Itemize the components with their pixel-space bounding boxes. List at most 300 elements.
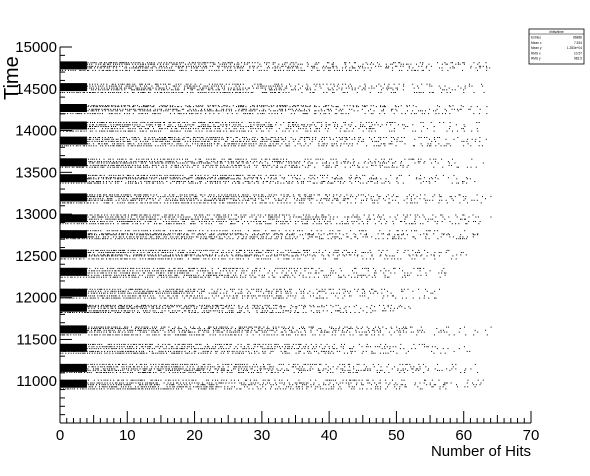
data-point: [346, 113, 347, 114]
data-point: [316, 217, 317, 218]
data-point: [216, 89, 217, 90]
data-point: [297, 67, 298, 68]
data-point: [365, 86, 366, 87]
data-point: [216, 109, 217, 110]
data-point: [185, 181, 186, 182]
data-point: [298, 217, 299, 218]
data-point: [220, 161, 221, 162]
data-point: [479, 66, 480, 67]
data-point: [369, 128, 370, 129]
data-point: [113, 105, 114, 106]
data-point: [96, 175, 97, 176]
data-point: [231, 88, 232, 89]
data-point: [196, 198, 197, 199]
data-point: [417, 70, 418, 71]
data-point: [138, 175, 139, 176]
data-point: [83, 167, 84, 168]
data-point: [72, 92, 73, 93]
data-point: [311, 194, 312, 195]
data-point: [130, 131, 131, 132]
data-point: [186, 66, 187, 67]
data-point: [192, 92, 193, 93]
data-point: [176, 84, 177, 85]
data-point: [279, 128, 280, 129]
data-point: [108, 105, 109, 106]
data-point: [218, 194, 219, 195]
data-point: [196, 110, 197, 111]
data-point: [152, 183, 153, 184]
data-point: [118, 177, 119, 178]
data-point: [375, 163, 376, 164]
data-point: [389, 143, 390, 144]
data-point: [179, 86, 180, 87]
data-point: [155, 109, 156, 110]
data-point: [117, 196, 118, 197]
data-point: [125, 183, 126, 184]
data-point: [187, 165, 188, 166]
data-point: [179, 183, 180, 184]
data-point: [143, 177, 144, 178]
data-point: [170, 139, 171, 140]
data-point: [96, 181, 97, 182]
data-point: [129, 109, 130, 110]
data-point: [94, 194, 95, 195]
data-point: [378, 92, 379, 93]
data-point: [132, 200, 133, 201]
data-point: [261, 124, 262, 125]
data-point: [398, 137, 399, 138]
data-point: [97, 181, 98, 182]
data-point: [363, 64, 364, 65]
data-point: [265, 165, 266, 166]
data-point: [218, 62, 219, 63]
data-point: [431, 141, 432, 142]
data-point: [91, 215, 92, 216]
data-point: [358, 137, 359, 138]
data-point: [102, 145, 103, 146]
data-point: [211, 159, 212, 160]
data-point: [101, 141, 102, 142]
data-point: [208, 139, 209, 140]
data-point: [124, 64, 125, 65]
data-point: [256, 181, 257, 182]
data-point: [131, 89, 132, 90]
data-point: [368, 217, 369, 218]
data-point: [134, 70, 135, 71]
data-point: [196, 67, 197, 68]
data-point: [87, 165, 88, 166]
data-point: [249, 113, 250, 114]
data-point: [104, 215, 105, 216]
data-point: [276, 178, 277, 179]
data-point: [159, 175, 160, 176]
data-point: [155, 163, 156, 164]
data-point: [242, 67, 243, 68]
data-point: [355, 126, 356, 127]
data-point: [128, 181, 129, 182]
data-point: [150, 124, 151, 125]
data-point: [238, 175, 239, 176]
data-point: [115, 131, 116, 132]
data-point: [196, 66, 197, 67]
data-point: [97, 163, 98, 164]
data-point: [231, 145, 232, 146]
data-point: [314, 110, 315, 111]
data-point: [369, 178, 370, 179]
data-point: [226, 178, 227, 179]
data-point: [476, 67, 477, 68]
data-point: [273, 196, 274, 197]
data-point: [406, 105, 407, 106]
data-point: [87, 122, 88, 123]
data-point: [114, 145, 115, 146]
data-point: [349, 137, 350, 138]
data-point: [133, 143, 134, 144]
data-point: [228, 177, 229, 178]
data-point: [311, 202, 312, 203]
data-point: [98, 110, 99, 111]
data-point: [119, 64, 120, 65]
data-point: [407, 106, 408, 107]
data-point: [121, 64, 122, 65]
data-point: [163, 110, 164, 111]
data-point: [442, 67, 443, 68]
data-point: [474, 92, 475, 93]
data-point: [132, 124, 133, 125]
data-point: [426, 67, 427, 68]
data-point: [101, 92, 102, 93]
data-point: [336, 128, 337, 129]
data-point: [138, 161, 139, 162]
data-point: [232, 202, 233, 203]
data-point: [255, 62, 256, 63]
data-point: [234, 66, 235, 67]
data-point: [299, 167, 300, 168]
data-point: [213, 105, 214, 106]
data-point: [193, 198, 194, 199]
data-point: [120, 131, 121, 132]
data-point: [233, 139, 234, 140]
data-point: [276, 167, 277, 168]
data-point: [284, 194, 285, 195]
data-point: [267, 67, 268, 68]
data-point: [459, 194, 460, 195]
data-point: [209, 215, 210, 216]
data-point: [229, 124, 230, 125]
data-point: [429, 139, 430, 140]
data-point: [281, 202, 282, 203]
data-point: [380, 105, 381, 106]
data-point: [180, 217, 181, 218]
data-point: [279, 200, 280, 201]
data-point: [123, 131, 124, 132]
data-point: [155, 177, 156, 178]
data-point: [102, 200, 103, 201]
data-point: [182, 215, 183, 216]
data-point: [115, 109, 116, 110]
data-point: [256, 88, 257, 89]
data-point: [273, 145, 274, 146]
data-point: [344, 62, 345, 63]
data-point: [432, 196, 433, 197]
data-point: [180, 200, 181, 201]
data-point: [415, 131, 416, 132]
data-point: [114, 88, 115, 89]
data-point: [155, 181, 156, 182]
data-point: [175, 88, 176, 89]
data-point: [403, 89, 404, 90]
data-point: [372, 124, 373, 125]
data-point: [142, 113, 143, 114]
data-point: [221, 217, 222, 218]
data-point: [285, 62, 286, 63]
data-point: [238, 181, 239, 182]
data-point: [337, 163, 338, 164]
data-point: [113, 165, 114, 166]
data-point: [271, 217, 272, 218]
data-point: [307, 86, 308, 87]
data-point: [159, 106, 160, 107]
data-point: [121, 89, 122, 90]
data-point: [218, 86, 219, 87]
data-point: [182, 200, 183, 201]
data-point: [87, 143, 88, 144]
data-point: [401, 64, 402, 65]
data-point: [239, 86, 240, 87]
data-point: [215, 198, 216, 199]
data-point: [146, 181, 147, 182]
data-point: [183, 62, 184, 63]
data-point: [163, 159, 164, 160]
data-point: [147, 109, 148, 110]
data-point: [166, 198, 167, 199]
data-point: [262, 202, 263, 203]
data-point: [179, 113, 180, 114]
data-point: [209, 110, 210, 111]
data-point: [67, 167, 68, 168]
data-point: [239, 131, 240, 132]
data-point: [124, 202, 125, 203]
data-point: [81, 131, 82, 132]
data-point: [273, 64, 274, 65]
data-point: [118, 106, 119, 107]
data-point: [261, 196, 262, 197]
data-point: [102, 137, 103, 138]
data-point: [80, 167, 81, 168]
data-point: [183, 181, 184, 182]
data-point: [325, 128, 326, 129]
data-point: [251, 131, 252, 132]
data-point: [352, 67, 353, 68]
data-point: [99, 161, 100, 162]
data-point: [124, 89, 125, 90]
data-point: [92, 219, 93, 220]
data-point: [332, 177, 333, 178]
data-point: [157, 139, 158, 140]
data-point: [148, 139, 149, 140]
data-point: [442, 70, 443, 71]
data-point: [195, 84, 196, 85]
data-point: [96, 62, 97, 63]
data-point: [175, 178, 176, 179]
data-point: [239, 139, 240, 140]
data-point: [205, 66, 206, 67]
data-point: [197, 70, 198, 71]
data-point: [279, 88, 280, 89]
data-point: [94, 141, 95, 142]
scatter-band: [60, 137, 487, 147]
data-point: [357, 215, 358, 216]
data-point: [229, 92, 230, 93]
data-point: [180, 163, 181, 164]
data-point: [175, 141, 176, 142]
data-point: [174, 86, 175, 87]
data-point: [366, 200, 367, 201]
data-point: [164, 175, 165, 176]
data-point: [392, 122, 393, 123]
data-point: [369, 215, 370, 216]
data-point: [98, 177, 99, 178]
data-point: [421, 183, 422, 184]
data-point: [117, 113, 118, 114]
data-point: [209, 70, 210, 71]
data-point: [159, 181, 160, 182]
data-point: [353, 159, 354, 160]
data-point: [285, 137, 286, 138]
data-point: [267, 70, 268, 71]
data-point: [104, 88, 105, 89]
data-point: [167, 200, 168, 201]
data-point: [210, 122, 211, 123]
data-point: [242, 122, 243, 123]
data-point: [284, 105, 285, 106]
data-point: [93, 88, 94, 89]
data-point: [258, 196, 259, 197]
data-point: [203, 202, 204, 203]
data-point: [189, 86, 190, 87]
data-point: [260, 177, 261, 178]
data-point: [139, 126, 140, 127]
data-point: [463, 200, 464, 201]
data-point: [379, 64, 380, 65]
data-point: [363, 194, 364, 195]
data-point: [150, 64, 151, 65]
data-point: [223, 165, 224, 166]
data-point: [197, 145, 198, 146]
data-point: [269, 128, 270, 129]
data-point: [452, 89, 453, 90]
data-point: [395, 62, 396, 63]
data-point: [275, 175, 276, 176]
data-point: [337, 178, 338, 179]
data-point: [157, 163, 158, 164]
data-point: [463, 89, 464, 90]
data-point: [228, 89, 229, 90]
data-point: [257, 113, 258, 114]
data-point: [153, 194, 154, 195]
data-point: [95, 86, 96, 87]
data-point: [310, 175, 311, 176]
data-point: [117, 124, 118, 125]
data-point: [378, 161, 379, 162]
data-point: [123, 163, 124, 164]
data-point: [473, 113, 474, 114]
data-point: [277, 106, 278, 107]
data-point: [195, 159, 196, 160]
data-point: [323, 84, 324, 85]
data-point: [420, 178, 421, 179]
data-point: [120, 215, 121, 216]
data-point: [240, 159, 241, 160]
data-point: [164, 202, 165, 203]
data-point: [400, 163, 401, 164]
data-point: [109, 86, 110, 87]
data-point: [109, 62, 110, 63]
data-point: [324, 139, 325, 140]
data-point: [98, 64, 99, 65]
data-point: [210, 131, 211, 132]
data-point: [162, 70, 163, 71]
data-point: [135, 110, 136, 111]
data-point: [277, 66, 278, 67]
data-point: [327, 167, 328, 168]
data-point: [278, 84, 279, 85]
data-point: [254, 106, 255, 107]
data-point: [110, 159, 111, 160]
data-point: [233, 161, 234, 162]
data-point: [447, 202, 448, 203]
data-point: [162, 139, 163, 140]
data-point: [336, 161, 337, 162]
data-point: [168, 137, 169, 138]
data-point: [329, 194, 330, 195]
data-point: [276, 194, 277, 195]
data-point: [422, 145, 423, 146]
data-point: [328, 70, 329, 71]
data-point: [151, 145, 152, 146]
data-point: [165, 128, 166, 129]
data-point: [262, 141, 263, 142]
data-point: [176, 139, 177, 140]
data-point: [133, 175, 134, 176]
data-point: [109, 113, 110, 114]
data-point: [252, 178, 253, 179]
data-point: [369, 88, 370, 89]
data-point: [226, 64, 227, 65]
data-point: [127, 196, 128, 197]
data-point: [113, 70, 114, 71]
data-point: [120, 139, 121, 140]
data-point: [95, 217, 96, 218]
data-point: [261, 84, 262, 85]
data-point: [81, 113, 82, 114]
data-point: [243, 145, 244, 146]
data-point: [114, 128, 115, 129]
data-point: [206, 66, 207, 67]
data-point: [328, 167, 329, 168]
data-point: [389, 122, 390, 123]
data-point: [443, 122, 444, 123]
data-point: [339, 137, 340, 138]
data-point: [170, 105, 171, 106]
data-point: [302, 137, 303, 138]
data-point: [228, 62, 229, 63]
data-point: [307, 66, 308, 67]
data-point: [296, 67, 297, 68]
data-point: [263, 105, 264, 106]
data-point: [424, 137, 425, 138]
data-point: [129, 113, 130, 114]
